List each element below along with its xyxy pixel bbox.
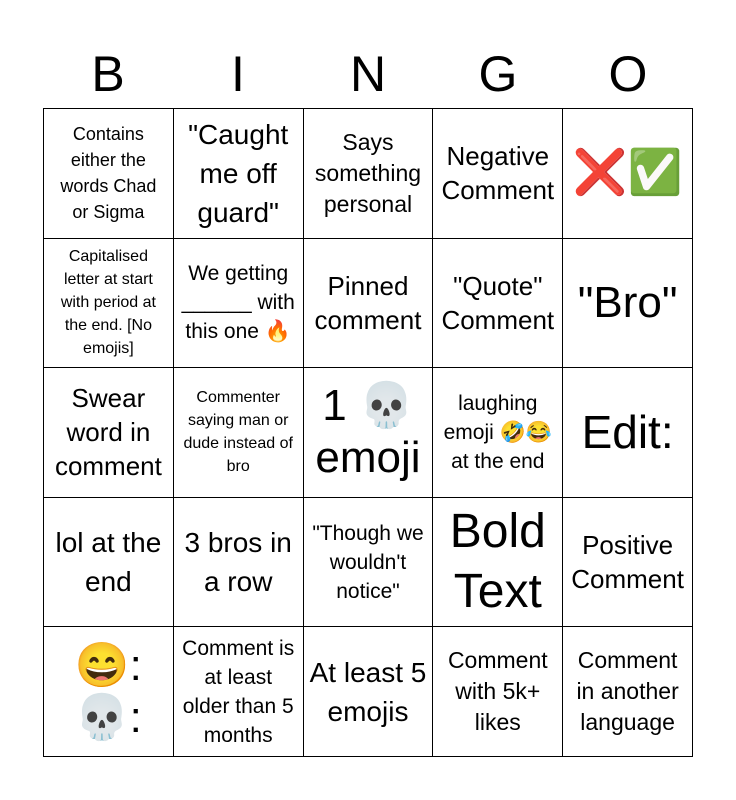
header-letter-n: N (349, 46, 387, 102)
bingo-cell-19[interactable] (433, 498, 563, 628)
bingo-cell-4[interactable] (433, 109, 563, 239)
cell-text: Positive Comment (571, 530, 684, 595)
header-letter-b: B (91, 46, 125, 102)
cell-text: Says something personal (314, 128, 422, 217)
cell-text: 3 bros in a row (184, 527, 292, 598)
bingo-cell-10[interactable] (563, 239, 693, 369)
cell-text: At least 5 emojis (309, 656, 427, 727)
cell-text: "Bro" (577, 277, 678, 327)
cell-text: Pinned comment (314, 270, 422, 335)
cell-text: Comment in another language (576, 647, 679, 736)
bingo-cell-25[interactable] (563, 627, 693, 757)
bingo-card (43, 108, 693, 757)
cell-text: Comment is at least older than 5 months (182, 636, 295, 747)
header-letter-g: G (478, 46, 518, 102)
bingo-cell-23[interactable] (304, 627, 434, 757)
bingo-cell-12[interactable] (174, 368, 304, 498)
cell-text: Bold Text (449, 505, 546, 619)
cell-text: ❌✅ (572, 148, 683, 198)
bingo-cell-14[interactable] (433, 368, 563, 498)
cell-text: 😄: 💀: (74, 640, 142, 742)
bingo-cell-24[interactable] (433, 627, 563, 757)
bingo-cell-13[interactable] (304, 368, 434, 498)
bingo-cell-16[interactable] (44, 498, 174, 628)
bingo-cell-2[interactable] (174, 109, 304, 239)
cell-text: Comment with 5k+ likes (447, 647, 548, 736)
bingo-cell-11[interactable] (44, 368, 174, 498)
cell-text: We getting ______ with this one 🔥 (181, 262, 295, 344)
bingo-header (43, 40, 693, 108)
cell-text: Edit: (581, 406, 674, 459)
cell-text: Swear word in comment (54, 383, 162, 482)
bingo-cell-8[interactable] (304, 239, 434, 369)
cell-text: "Quote" Comment (441, 270, 555, 335)
bingo-cell-3[interactable] (304, 109, 434, 239)
bingo-cell-22[interactable] (174, 627, 304, 757)
bingo-cell-21[interactable] (44, 627, 174, 757)
cell-text: Negative Comment (441, 141, 555, 206)
cell-text: 1 💀 emoji (315, 381, 421, 483)
bingo-cell-20[interactable] (563, 498, 693, 628)
bingo-cell-9[interactable] (433, 239, 563, 369)
bingo-cell-1[interactable] (44, 109, 174, 239)
bingo-cell-17[interactable] (174, 498, 304, 628)
cell-text: "Caught me off guard" (188, 118, 289, 228)
bingo-cell-18[interactable] (304, 498, 434, 628)
cell-text: Capitalised letter at start with period at the end. [No emojis] (60, 248, 156, 358)
cell-text: Contains either the words Chad or Sigma (60, 124, 157, 223)
cell-text: Commenter saying man or dude instead of bro (183, 389, 293, 476)
bingo-cell-5[interactable] (563, 109, 693, 239)
header-letter-i: I (231, 46, 245, 102)
header-letter-o: O (608, 46, 648, 102)
bingo-cell-7[interactable] (174, 239, 304, 369)
cell-text: lol at the end (55, 527, 162, 598)
bingo-cell-6[interactable] (44, 239, 174, 369)
cell-text: laughing emoji 🤣😂 at the end (443, 391, 552, 473)
cell-text: "Though we wouldn't notice" (312, 521, 424, 603)
bingo-cell-15[interactable] (563, 368, 693, 498)
